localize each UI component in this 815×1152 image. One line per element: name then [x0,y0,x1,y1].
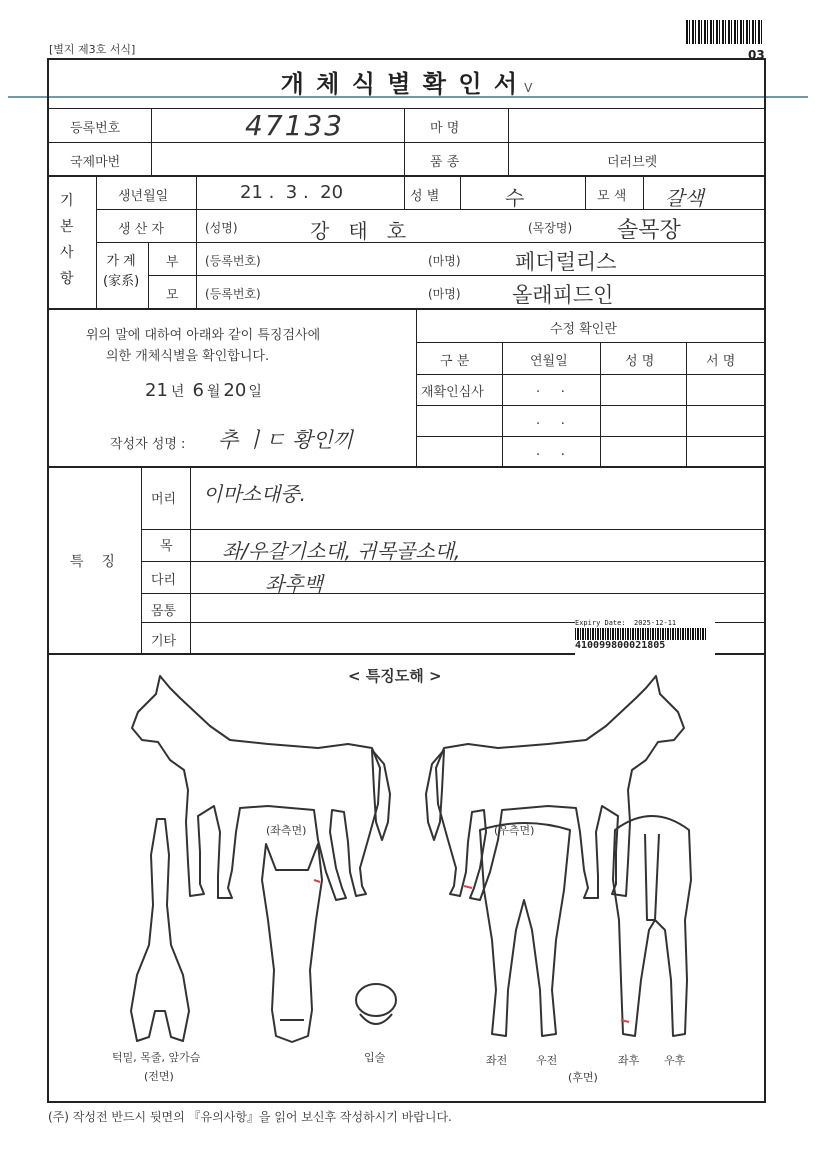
sticker-expiry: Expiry Date: 2025-12-11 [575,619,677,627]
rule [585,176,586,210]
intl-no-label: 국제마번 [70,155,121,170]
horse-front-legs-icon [470,820,580,1045]
horse-muzzle-icon [350,978,402,1038]
date-year: 21 [145,380,168,401]
amend-row-2-date: . . [536,413,565,428]
hind-left-caption: 좌후 [618,1054,640,1067]
rule [416,342,766,343]
date-month-unit: 월 [206,384,221,400]
rule [686,342,687,467]
statement-line-1: 위의 말에 대하여 아래와 같이 특징검사에 [86,328,321,343]
sire-reg-label: (등록번호) [205,254,261,268]
rule [47,308,766,310]
sex-value: 수 [505,186,525,210]
rule [96,176,97,309]
rule [404,176,405,210]
rule [416,309,417,467]
date-day: 20 [223,380,247,401]
rule [404,108,405,176]
writer-label: 작성자 성명 : [110,437,186,452]
producer-name-label: (성명) [205,221,238,235]
feature-head-label: 머리 [151,492,177,507]
id-sticker [575,619,715,659]
rule [643,176,644,210]
sticker-number: 410099800021805 [575,640,666,651]
amend-title: 수정 확인란 [550,322,617,337]
date-year-unit: 년 [170,384,185,400]
front-label: (전면) [144,1070,174,1083]
feature-head-value: 이마소대중. [203,482,306,506]
sticker-barcode [575,628,707,640]
basic-section-label: 기 본 사 항 [60,193,74,287]
rule [508,108,509,176]
farm-value: 솔목장 [617,218,681,243]
footer-note: (주) 작성전 반드시 뒷면의 『유의사항』을 읽어 보신후 작성하시기 바랍니다. [48,1110,452,1124]
front-right-caption: 우전 [536,1054,558,1067]
feature-neck-value: 좌/우갈기소대, 귀목골소대, [222,539,461,563]
amend-row-1-date: . . [536,381,565,396]
horse-name-label: 마 명 [430,121,460,136]
statement-line-2: 의한 개체식별을 확인합니다. [106,349,270,364]
feature-neck-label: 목 [160,539,173,554]
hind-right-caption: 우후 [664,1054,686,1067]
amend-header-name: 성 명 [625,354,655,369]
writer-signature: 추 ㅣㄷ 황인끼 [218,428,354,452]
dam-reg-label: (등록번호) [205,287,261,301]
color-value: 갈색 [665,186,704,210]
sire-name-label: (마명) [428,254,461,268]
rule [196,176,197,309]
page-number: 03 [748,48,765,62]
amend-row-3-date: . . [536,444,565,459]
features-section-label: 특 징 [70,554,115,570]
feature-legs-label: 다리 [151,573,177,588]
rule [47,466,766,468]
date-month: 6 [192,380,204,401]
rule [151,108,152,176]
lineage-label: 가 계 (家系) [103,254,140,289]
birth-label: 생년월일 [118,189,169,204]
farm-label: (목장명) [528,221,573,235]
rule [416,405,766,406]
feature-other-label: 기타 [151,634,177,649]
rule [141,593,766,594]
diagram-title: < 특징도해 > [348,667,442,685]
amend-row-1-type: 재확인심사 [421,385,484,400]
dam-label: 모 [166,288,179,303]
rule [141,529,766,530]
feature-legs-value: 좌후백 [265,572,323,596]
dam-name-label: (마명) [428,287,461,301]
right-side-label: (우측면) [494,824,535,837]
rear-label: (후면) [568,1071,598,1084]
amend-header-sign: 서 명 [706,354,736,369]
breed-value: 더러브렛 [607,155,658,170]
reg-no-value: 47133 [245,109,345,142]
sire-label: 부 [166,255,179,270]
rule [47,108,766,109]
rule [148,275,766,276]
amend-header-date: 연월일 [530,354,568,369]
document-title-text: 개 체 식 별 확 인 서 [280,70,520,98]
muzzle-caption: 입술 [364,1051,386,1064]
reg-no-label: 등록번호 [70,121,121,136]
sex-label: 성 별 [410,189,440,204]
title-check-mark: V [524,81,533,95]
barcode-top-right [686,20,762,44]
birth-value: 21 . 3 . 20 [240,182,344,203]
producer-label: 생 산 자 [118,222,164,237]
color-label: 모 색 [597,189,627,204]
front-left-caption: 좌전 [486,1054,508,1067]
horse-face-icon [252,840,332,1045]
horse-rear-icon [605,810,700,1045]
front-caption: 턱밑, 목줄, 앞가슴 [112,1051,201,1064]
amend-header-type: 구 분 [440,354,470,369]
document-title [47,64,766,99]
feature-body-label: 몸통 [151,604,177,619]
rule [416,374,766,375]
date-day-unit: 일 [248,384,262,400]
rule [47,175,766,177]
producer-name-value: 강 태 호 [310,219,407,243]
breed-label: 품 종 [430,155,460,170]
rule [600,342,601,467]
horse-front-chest-icon [125,815,195,1045]
form-reference: [별지 제3호 서식] [49,43,136,56]
dam-name-value: 올래피드인 [512,283,614,307]
rule [47,142,766,143]
rule [460,176,461,210]
sire-name-value: 페더럴리스 [515,250,617,274]
rule [148,242,149,309]
left-side-label: (좌측면) [266,824,307,837]
rule [416,436,766,437]
confirm-date [145,380,262,401]
rule [502,342,503,467]
